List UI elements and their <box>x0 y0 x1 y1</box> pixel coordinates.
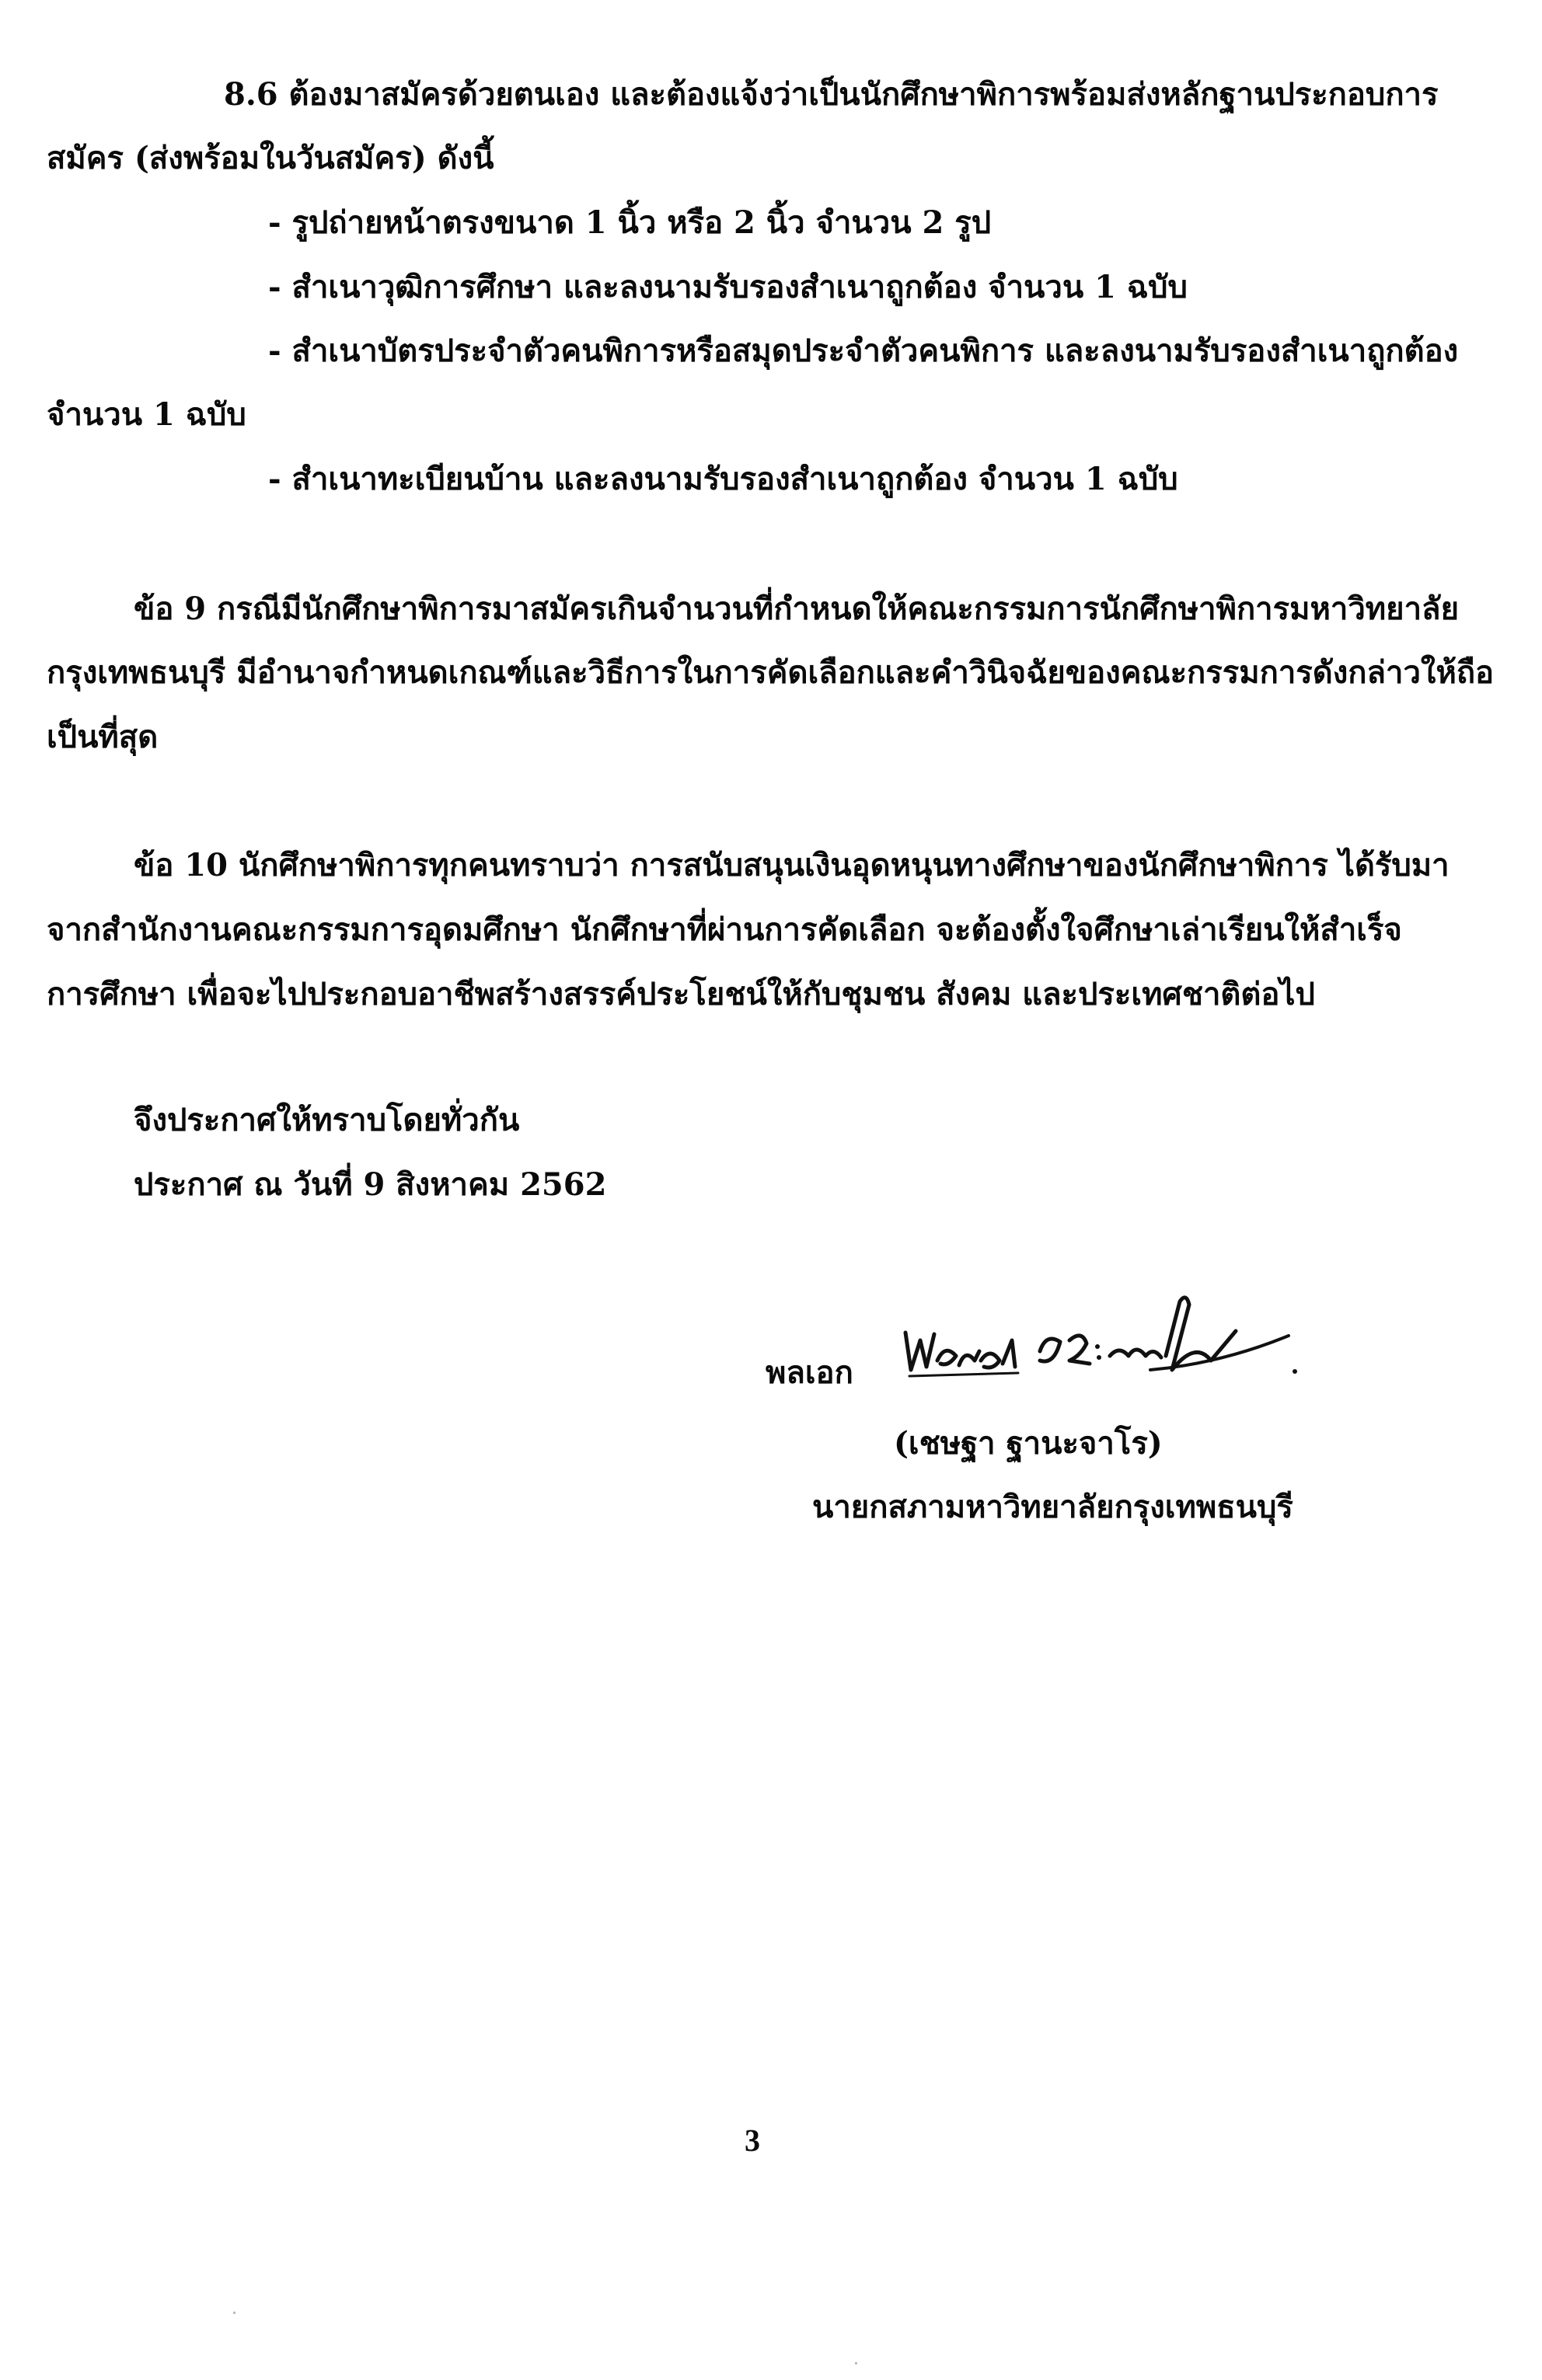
clause-9-line-2: กรุงเทพธนบุรี มีอำนาจกำหนดเกณฑ์และวิธีการในการคัดเลือกและคำวินิจฉัยของคณะกรรมการดังกล่าวให้ถือ <box>47 654 1495 691</box>
clause-10-line-2: จากสำนักงานคณะกรรมการอุดมศึกษา นักศึกษาที่ผ่านการคัดเลือก จะต้องตั้งใจศึกษาเล่าเรียนให้สำเร็จ <box>47 911 1402 948</box>
clause-10-line-3: การศึกษา เพื่อจะไปประกอบอาชีพสร้างสรรค์ประโยชน์ให้กับชุมชน สังคม และประเทศชาติต่อไป <box>47 976 1315 1012</box>
handwritten-signature <box>894 1286 1329 1395</box>
required-document-item-photo: - รูปถ่ายหน้าตรงขนาด 1 นิ้ว หรือ 2 นิ้ว จำนวน 2 รูป <box>268 204 992 241</box>
scan-speck <box>855 2362 857 2364</box>
announcement-closing: จึงประกาศให้ทราบโดยทั่วกัน <box>134 1102 520 1138</box>
clause-8-6-line-2: สมัคร (ส่งพร้อมในวันสมัคร) ดังนี้ <box>47 140 494 176</box>
signatory-position: นายกสภามหาวิทยาลัยกรุงเทพธนบุรี <box>812 1489 1293 1525</box>
required-document-item-house-registration: - สำเนาทะเบียนบ้าน และลงนามรับรองสำเนาถูกต้อง จำนวน 1 ฉบับ <box>268 461 1178 497</box>
signatory-rank: พลเอก <box>766 1354 853 1391</box>
page-number: 3 <box>745 2123 760 2158</box>
scan-speck <box>233 2312 235 2314</box>
clause-10-line-1: ข้อ 10 นักศึกษาพิการทุกคนทราบว่า การสนับสนุนเงินอุดหนุนทางศึกษาของนักศึกษาพิการ ได้รับมา <box>134 847 1450 883</box>
required-document-item-disability-card: - สำเนาบัตรประจำตัวคนพิการหรือสมุดประจำตัวคนพิการ และลงนามรับรองสำเนาถูกต้อง <box>268 333 1459 369</box>
clause-9-line-1: ข้อ 9 กรณีมีนักศึกษาพิการมาสมัครเกินจำนวนที่กำหนดให้คณะกรรมการนักศึกษาพิการมหาวิทยาลัย <box>134 591 1459 627</box>
announcement-date: ประกาศ ณ วันที่ 9 สิงหาคม 2562 <box>134 1166 607 1203</box>
clause-8-6-line-1: 8.6 ต้องมาสมัครด้วยตนเอง และต้องแจ้งว่าเป็นนักศึกษาพิการพร้อมส่งหลักฐานประกอบการ <box>224 76 1439 113</box>
clause-9-line-3: เป็นที่สุด <box>47 719 159 755</box>
signatory-name: (เชษฐา ฐานะจาโร) <box>894 1425 1163 1462</box>
required-document-item-transcript: - สำเนาวุฒิการศึกษา และลงนามรับรองสำเนาถูกต้อง จำนวน 1 ฉบับ <box>268 269 1188 305</box>
required-document-item-disability-card-cont: จำนวน 1 ฉบับ <box>47 396 246 433</box>
